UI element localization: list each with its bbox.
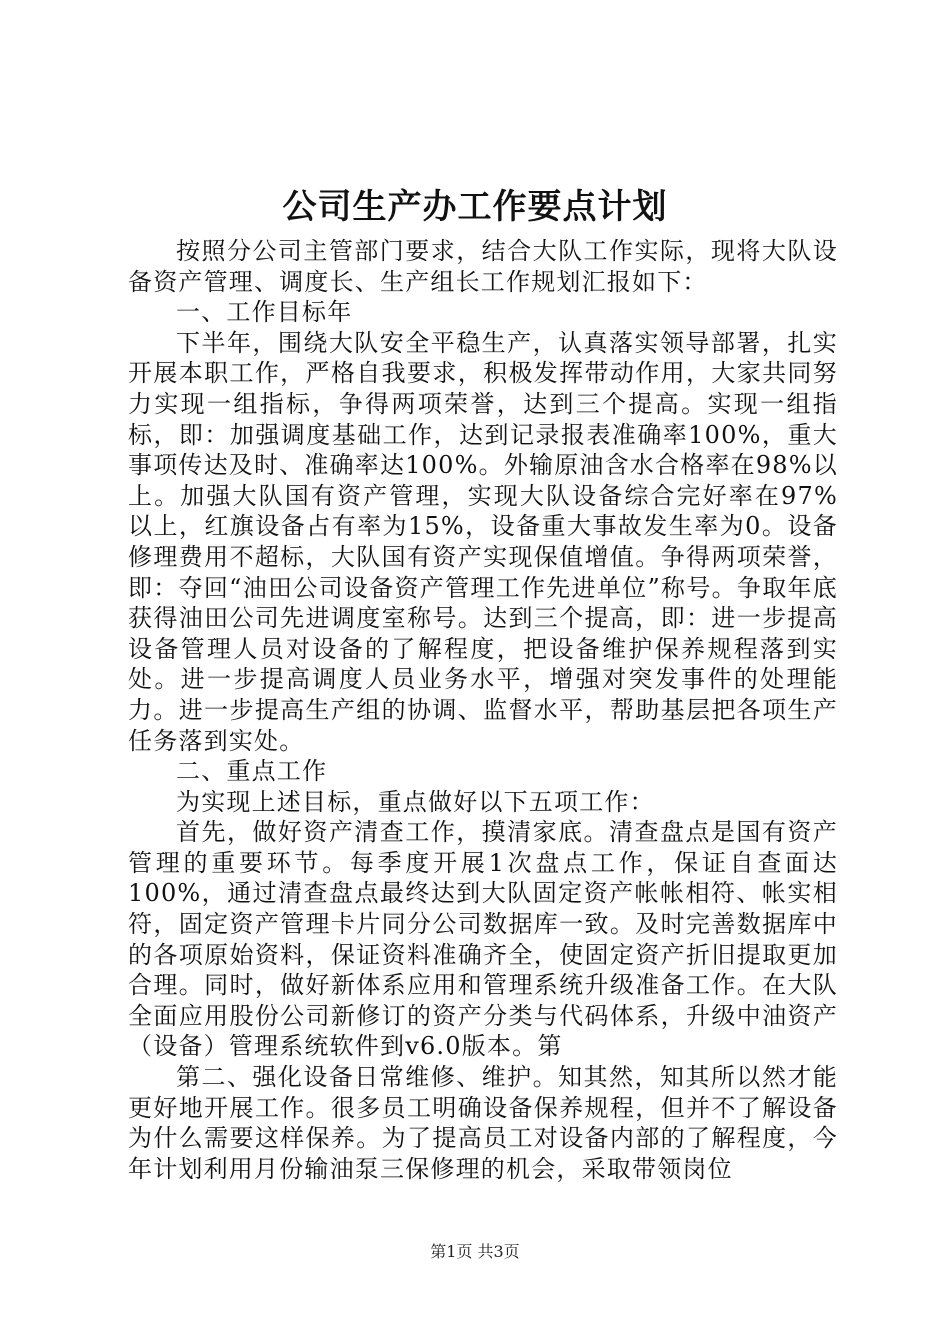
key-work-intro-paragraph: 为实现上述目标，重点做好以下五项工作： <box>176 787 655 816</box>
maintenance-paragraph: 第二、强化设备日常维修、维护。知其然，知其所以然才能更好地开展工作。很多员工明确设备保养规程，但并不了解设备为什么需要这样保养。为了提高员工对设备内部的了解程度，今年计划利用月份输油泵三保修理的机会，采取带领岗位 <box>128 1063 838 1183</box>
section-heading-key-work: 二、重点工作 <box>176 757 328 786</box>
intro-paragraph: 按照分公司主管部门要求，结合大队工作实际，现将大队设备资产管理、调度长、生产组长工作规划汇报如下： <box>128 237 838 296</box>
page-footer: 第1页 共3页 <box>430 1242 520 1261</box>
goals-paragraph: 下半年，围绕大队安全平稳生产，认真落实领导部署，扎实开展本职工作，严格自我要求，积极发挥带动作用，大家共同努力实现一组指标，争得两项荣誉，达到三个提高。实现一组指标，即：加强调度基础工作，达到记录报表准确率100%，重大事项传达及时、准确率达100%。外输原油含水合格率在98%以上。加强大队国有资产管理，实现大队设备综合完好率在97%以上，红旗设备占有率为15%，设备重大事故发生率为0。设备修理费用不超标，大队国有资产实现保值增值。争得两项荣誉，即：夺回“油田公司设备资产管理工作先进单位”称号。争取年底获得油田公司先进调度室称号。达到三个提高，即：进一步提高设备管理人员对设备的了解程度，把设备维护保养规程落到实处。进一步提高调度人员业务水平，增强对突发事件的处理能力。进一步提高生产组的协调、监督水平，帮助基层把各项生产任务落到实处。 <box>128 328 838 755</box>
asset-inventory-paragraph: 首先，做好资产清查工作，摸清家底。清查盘点是国有资产管理的重要环节。每季度开展1次盘点工作，保证自查面达100%，通过清查盘点最终达到大队固定资产帐帐相符、帐实相符，固定资产管理卡片同分公司数据库一致。及时完善数据库中的各项原始资料，保证资料准确齐全，使固定资产折旧提取更加合理。同时，做好新体系应用和管理系统升级准备工作。在大队全面应用股份公司新修订的资产分类与代码体系，升级中油资产（设备）管理系统软件到v6.0版本。第 <box>128 818 838 1061</box>
document-body <box>128 236 838 1184</box>
section-heading-goals: 一、工作目标年 <box>176 298 353 327</box>
document-title: 公司生产办工作要点计划 <box>282 187 668 227</box>
